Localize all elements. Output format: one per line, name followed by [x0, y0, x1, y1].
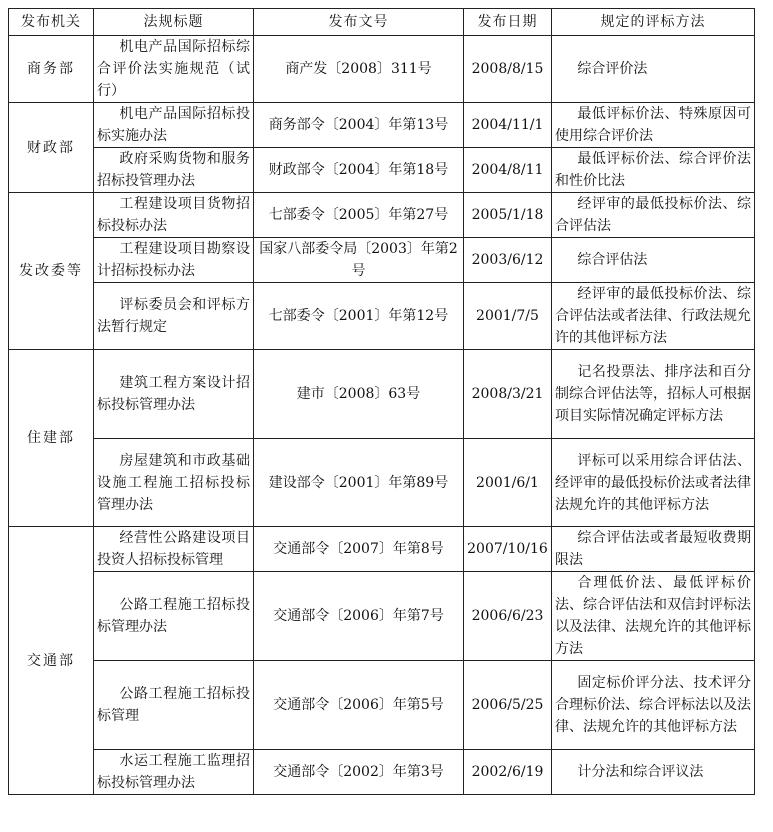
regulations-table [8, 8, 755, 795]
date-cell: 2008/8/15 [464, 36, 552, 103]
table-body [9, 36, 755, 795]
title-cell: 政府采购货物和服务招标投管理办法 [94, 148, 254, 193]
table-row [9, 283, 755, 350]
title-cell: 工程建设项目货物招标投标办法 [94, 193, 254, 238]
method-cell: 最低评标价法、综合评价法和性价比法 [552, 148, 755, 193]
method-cell: 综合评估法 [552, 238, 755, 283]
date-cell: 2004/8/11 [464, 148, 552, 193]
table-row [9, 750, 755, 795]
doc-no-cell: 七部委令〔2001〕年第12号 [254, 283, 464, 350]
table-header [9, 9, 755, 36]
table-row [9, 238, 755, 283]
title-cell: 经营性公路建设项目投资人招标投标管理 [94, 527, 254, 572]
title-cell: 公路工程施工招标投标管理办法 [94, 572, 254, 661]
table-row [9, 350, 755, 439]
doc-no-cell: 交通部令〔2006〕年第5号 [254, 661, 464, 750]
agency-cell: 发改委等 [9, 193, 94, 350]
date-cell: 2008/3/21 [464, 350, 552, 439]
method-cell: 评标可以采用综合评估法、经评审的最低投标价法或者法律法规允许的其他评标方法 [552, 439, 755, 527]
title-cell: 评标委员会和评标方法暂行规定 [94, 283, 254, 350]
doc-no-cell: 商务部令〔2004〕年第13号 [254, 103, 464, 148]
header-agency: 发布机关 [9, 9, 94, 36]
date-cell: 2001/6/1 [464, 439, 552, 527]
doc-no-cell: 财政部令〔2004〕年第18号 [254, 148, 464, 193]
date-cell: 2006/6/23 [464, 572, 552, 661]
method-cell: 综合评价法 [552, 36, 755, 103]
header-row [9, 9, 755, 36]
agency-cell: 交通部 [9, 527, 94, 795]
agency-cell: 住建部 [9, 350, 94, 527]
table-row [9, 572, 755, 661]
date-cell: 2001/7/5 [464, 283, 552, 350]
table-row [9, 193, 755, 238]
header-method: 规定的评标方法 [552, 9, 755, 36]
date-cell: 2007/10/16 [464, 527, 552, 572]
doc-no-cell: 国家八部委令局〔2003〕年第2号 [254, 238, 464, 283]
method-cell: 经评审的最低投标价法、综合评估法或者法律、行政法规允许的其他评标方法 [552, 283, 755, 350]
agency-cell: 财政部 [9, 103, 94, 193]
header-date: 发布日期 [464, 9, 552, 36]
method-cell: 合理低价法、最低评标价法、综合评估法和双信封评标法以及法律、法规允许的其他评标方法 [552, 572, 755, 661]
title-cell: 机电产品国际招标综合评价法实施规范（试行） [94, 36, 254, 103]
method-cell: 记名投票法、排序法和百分制综合评估法等，招标人可根据项目实际情况确定评标方法 [552, 350, 755, 439]
method-cell: 固定标价评分法、技术评分合理标价法、综合评标法以及法律、法规允许的其他评标方法 [552, 661, 755, 750]
agency-cell: 商务部 [9, 36, 94, 103]
title-cell: 机电产品国际招标投标实施办法 [94, 103, 254, 148]
title-cell: 房屋建筑和市政基础设施工程施工招标投标管理办法 [94, 439, 254, 527]
table-row [9, 148, 755, 193]
table-row [9, 661, 755, 750]
date-cell: 2004/11/1 [464, 103, 552, 148]
doc-no-cell: 商产发〔2008〕311号 [254, 36, 464, 103]
doc-no-cell: 七部委令〔2005〕年第27号 [254, 193, 464, 238]
doc-no-cell: 交通部令〔2007〕年第8号 [254, 527, 464, 572]
title-cell: 建筑工程方案设计招标投标管理办法 [94, 350, 254, 439]
method-cell: 经评审的最低投标价法、综合评估法 [552, 193, 755, 238]
method-cell: 综合评估法或者最短收费期限法 [552, 527, 755, 572]
method-cell: 最低评标价法、特殊原因可使用综合评价法 [552, 103, 755, 148]
table-row [9, 439, 755, 527]
date-cell: 2003/6/12 [464, 238, 552, 283]
doc-no-cell: 交通部令〔2006〕年第7号 [254, 572, 464, 661]
header-doc-no: 发布文号 [254, 9, 464, 36]
title-cell: 水运工程施工监理招标投标管理办法 [94, 750, 254, 795]
doc-no-cell: 交通部令〔2002〕年第3号 [254, 750, 464, 795]
date-cell: 2002/6/19 [464, 750, 552, 795]
doc-no-cell: 建市〔2008〕63号 [254, 350, 464, 439]
regulations-table-container [8, 8, 755, 795]
title-cell: 工程建设项目勘察设计招标投标办法 [94, 238, 254, 283]
method-cell: 计分法和综合评议法 [552, 750, 755, 795]
header-title: 法规标题 [94, 9, 254, 36]
doc-no-cell: 建设部令〔2001〕年第89号 [254, 439, 464, 527]
title-cell: 公路工程施工招标投标管理 [94, 661, 254, 750]
table-row [9, 36, 755, 103]
table-row [9, 103, 755, 148]
table-row [9, 527, 755, 572]
date-cell: 2006/5/25 [464, 661, 552, 750]
date-cell: 2005/1/18 [464, 193, 552, 238]
